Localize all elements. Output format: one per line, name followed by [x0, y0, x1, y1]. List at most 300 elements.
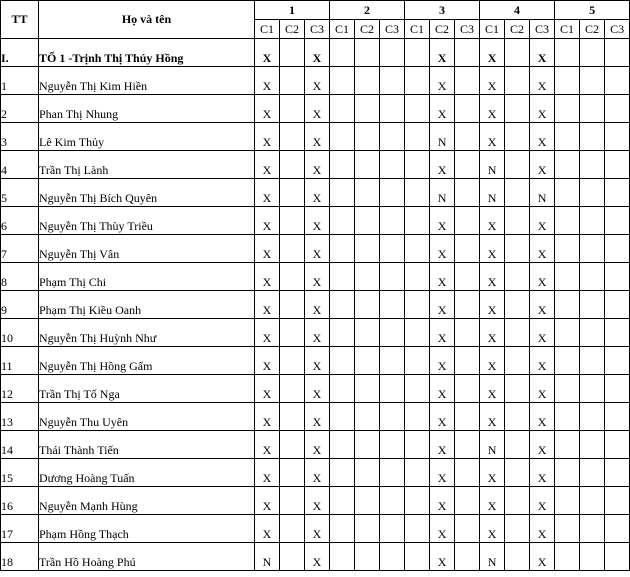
mark-cell: [280, 95, 305, 123]
header-sub-g4-c3: C3: [530, 20, 555, 39]
mark-cell: X: [255, 235, 280, 263]
mark-cell: [355, 403, 380, 431]
mark-cell: [605, 459, 630, 487]
mark-cell: [555, 487, 580, 515]
mark-cell: [355, 39, 380, 67]
mark-cell: X: [255, 375, 280, 403]
mark-cell: X: [255, 179, 280, 207]
mark-cell: X: [530, 207, 555, 235]
row-number: 7: [1, 235, 39, 263]
mark-cell: [405, 123, 430, 151]
mark-cell: [580, 235, 605, 263]
mark-cell: [580, 515, 605, 543]
mark-cell: [555, 515, 580, 543]
header-sub-g3-c2: C2: [430, 20, 455, 39]
mark-cell: [380, 263, 405, 291]
mark-cell: [355, 151, 380, 179]
row-number: 9: [1, 291, 39, 319]
mark-cell: [405, 39, 430, 67]
mark-cell: [580, 347, 605, 375]
mark-cell: X: [255, 291, 280, 319]
mark-cell: X: [255, 459, 280, 487]
row-number: 17: [1, 515, 39, 543]
mark-cell: [380, 123, 405, 151]
row-name: Nguyễn Thu Uyên: [39, 403, 255, 431]
row-name: Nguyễn Thị Huỳnh Như: [39, 319, 255, 347]
mark-cell: [280, 67, 305, 95]
mark-cell: X: [305, 403, 330, 431]
mark-cell: [505, 347, 530, 375]
mark-cell: X: [305, 431, 330, 459]
table-row: [1, 431, 630, 459]
header-sub-g4-c2: C2: [505, 20, 530, 39]
mark-cell: [580, 179, 605, 207]
row-name: Nguyễn Mạnh Hùng: [39, 487, 255, 515]
mark-cell: [455, 515, 480, 543]
header-sub-g3-c1: C1: [405, 20, 430, 39]
mark-cell: [455, 151, 480, 179]
header-tt: TT: [1, 1, 39, 39]
mark-cell: [605, 179, 630, 207]
mark-cell: [280, 263, 305, 291]
mark-cell: [555, 319, 580, 347]
mark-cell: X: [305, 39, 330, 67]
row-number: 16: [1, 487, 39, 515]
header-sub-g3-c3: C3: [455, 20, 480, 39]
mark-cell: [330, 375, 355, 403]
mark-cell: [555, 263, 580, 291]
mark-cell: [280, 347, 305, 375]
mark-cell: [455, 67, 480, 95]
mark-cell: [580, 291, 605, 319]
mark-cell: [455, 39, 480, 67]
mark-cell: [380, 431, 405, 459]
header-sub-g5-c1: C1: [555, 20, 580, 39]
mark-cell: [455, 319, 480, 347]
mark-cell: [455, 123, 480, 151]
mark-cell: [505, 515, 530, 543]
mark-cell: [580, 67, 605, 95]
mark-cell: X: [530, 263, 555, 291]
header-sub-g5-c2: C2: [580, 20, 605, 39]
mark-cell: [455, 459, 480, 487]
row-number: 13: [1, 403, 39, 431]
mark-cell: [380, 179, 405, 207]
mark-cell: [280, 403, 305, 431]
mark-cell: [605, 123, 630, 151]
mark-cell: [280, 179, 305, 207]
mark-cell: X: [530, 487, 555, 515]
mark-cell: [455, 291, 480, 319]
mark-cell: X: [305, 515, 330, 543]
mark-cell: [355, 487, 380, 515]
mark-cell: X: [530, 39, 555, 67]
mark-cell: [505, 375, 530, 403]
mark-cell: [355, 291, 380, 319]
row-name: Trần Thị Tố Nga: [39, 375, 255, 403]
mark-cell: [280, 39, 305, 67]
mark-cell: [505, 123, 530, 151]
mark-cell: X: [305, 207, 330, 235]
mark-cell: X: [530, 375, 555, 403]
mark-cell: [405, 179, 430, 207]
header-group-4: 4: [480, 1, 555, 20]
row-name: Thái Thành Tiến: [39, 431, 255, 459]
mark-cell: [580, 39, 605, 67]
mark-cell: [355, 263, 380, 291]
table-row: [1, 459, 630, 487]
mark-cell: N: [480, 151, 505, 179]
mark-cell: [505, 291, 530, 319]
mark-cell: X: [530, 515, 555, 543]
mark-cell: [580, 95, 605, 123]
row-name: Phạm Thị Chi: [39, 263, 255, 291]
table-row: [1, 291, 630, 319]
row-number: 4: [1, 151, 39, 179]
mark-cell: X: [255, 67, 280, 95]
mark-cell: [455, 179, 480, 207]
mark-cell: X: [530, 347, 555, 375]
mark-cell: [405, 207, 430, 235]
header-sub-g5-c3: C3: [605, 20, 630, 39]
mark-cell: [330, 403, 355, 431]
mark-cell: [280, 123, 305, 151]
mark-cell: [505, 459, 530, 487]
mark-cell: [505, 487, 530, 515]
table-row: [1, 375, 630, 403]
mark-cell: [355, 375, 380, 403]
mark-cell: [380, 515, 405, 543]
mark-cell: X: [255, 151, 280, 179]
mark-cell: X: [430, 207, 455, 235]
mark-cell: X: [255, 39, 280, 67]
mark-cell: [405, 375, 430, 403]
mark-cell: [355, 123, 380, 151]
mark-cell: X: [255, 319, 280, 347]
mark-cell: [505, 67, 530, 95]
mark-cell: [330, 179, 355, 207]
mark-cell: [380, 403, 405, 431]
mark-cell: [505, 543, 530, 571]
row-name: Lê Kim Thủy: [39, 123, 255, 151]
mark-cell: X: [255, 207, 280, 235]
row-number: 10: [1, 319, 39, 347]
mark-cell: [555, 235, 580, 263]
mark-cell: X: [530, 291, 555, 319]
mark-cell: [280, 487, 305, 515]
mark-cell: [405, 487, 430, 515]
mark-cell: [455, 543, 480, 571]
mark-cell: X: [255, 487, 280, 515]
row-name: Phạm Hồng Thạch: [39, 515, 255, 543]
mark-cell: [505, 95, 530, 123]
mark-cell: X: [430, 319, 455, 347]
mark-cell: [280, 543, 305, 571]
row-name: Nguyễn Thị Kim Hiền: [39, 67, 255, 95]
mark-cell: [555, 207, 580, 235]
mark-cell: [355, 459, 380, 487]
mark-cell: [380, 67, 405, 95]
mark-cell: X: [480, 291, 505, 319]
table-row: [1, 179, 630, 207]
table-row: [1, 207, 630, 235]
mark-cell: [330, 459, 355, 487]
mark-cell: [580, 487, 605, 515]
mark-cell: X: [430, 543, 455, 571]
mark-cell: [330, 431, 355, 459]
mark-cell: X: [305, 123, 330, 151]
header-group-5: 5: [555, 1, 630, 20]
row-number: 2: [1, 95, 39, 123]
mark-cell: [605, 235, 630, 263]
table-row: [1, 123, 630, 151]
mark-cell: [280, 375, 305, 403]
row-number: I.: [1, 39, 39, 67]
header-row-groups: [1, 1, 630, 20]
mark-cell: [555, 39, 580, 67]
mark-cell: [505, 403, 530, 431]
mark-cell: X: [430, 431, 455, 459]
mark-cell: X: [430, 347, 455, 375]
mark-cell: [355, 319, 380, 347]
mark-cell: [380, 39, 405, 67]
mark-cell: [380, 291, 405, 319]
mark-cell: [605, 151, 630, 179]
mark-cell: X: [255, 95, 280, 123]
mark-cell: [555, 67, 580, 95]
mark-cell: [380, 459, 405, 487]
mark-cell: [380, 95, 405, 123]
mark-cell: X: [530, 431, 555, 459]
mark-cell: X: [480, 459, 505, 487]
mark-cell: [605, 67, 630, 95]
mark-cell: [580, 459, 605, 487]
mark-cell: [580, 403, 605, 431]
mark-cell: X: [480, 123, 505, 151]
mark-cell: X: [480, 263, 505, 291]
header-group-2: 2: [330, 1, 405, 20]
mark-cell: [280, 459, 305, 487]
mark-cell: X: [480, 375, 505, 403]
mark-cell: N: [255, 543, 280, 571]
mark-cell: X: [480, 515, 505, 543]
mark-cell: X: [430, 263, 455, 291]
table-row: [1, 515, 630, 543]
mark-cell: [380, 151, 405, 179]
mark-cell: [405, 95, 430, 123]
mark-cell: [605, 347, 630, 375]
mark-cell: X: [255, 123, 280, 151]
mark-cell: X: [305, 151, 330, 179]
mark-cell: [555, 543, 580, 571]
mark-cell: X: [480, 235, 505, 263]
mark-cell: X: [430, 291, 455, 319]
mark-cell: [580, 151, 605, 179]
mark-cell: [330, 487, 355, 515]
mark-cell: [405, 263, 430, 291]
mark-cell: X: [305, 319, 330, 347]
mark-cell: [455, 235, 480, 263]
header-group-1: 1: [255, 1, 330, 20]
row-number: 15: [1, 459, 39, 487]
mark-cell: [455, 487, 480, 515]
mark-cell: X: [480, 207, 505, 235]
mark-cell: [355, 179, 380, 207]
mark-cell: [405, 67, 430, 95]
header-sub-g2-c1: C1: [330, 20, 355, 39]
mark-cell: X: [305, 235, 330, 263]
row-name: Nguyễn Thị Hồng Gấm: [39, 347, 255, 375]
mark-cell: [355, 347, 380, 375]
table-row: [1, 319, 630, 347]
mark-cell: [555, 403, 580, 431]
mark-cell: X: [430, 403, 455, 431]
mark-cell: [330, 319, 355, 347]
mark-cell: [355, 207, 380, 235]
row-number: 18: [1, 543, 39, 571]
mark-cell: [580, 431, 605, 459]
table-row: [1, 487, 630, 515]
mark-cell: X: [480, 347, 505, 375]
mark-cell: [330, 95, 355, 123]
mark-cell: [605, 487, 630, 515]
mark-cell: X: [430, 515, 455, 543]
mark-cell: X: [305, 291, 330, 319]
mark-cell: X: [305, 375, 330, 403]
mark-cell: X: [530, 403, 555, 431]
mark-cell: X: [480, 319, 505, 347]
table-row: [1, 263, 630, 291]
header-sub-g2-c2: C2: [355, 20, 380, 39]
row-name: Dương Hoàng Tuấn: [39, 459, 255, 487]
mark-cell: X: [305, 95, 330, 123]
mark-cell: [330, 543, 355, 571]
mark-cell: X: [255, 431, 280, 459]
mark-cell: [555, 347, 580, 375]
mark-cell: X: [430, 459, 455, 487]
header-sub-g1-c1: C1: [255, 20, 280, 39]
mark-cell: X: [530, 151, 555, 179]
row-name: TỔ 1 -Trịnh Thị Thúy Hồng: [39, 39, 255, 67]
mark-cell: [605, 543, 630, 571]
mark-cell: [505, 319, 530, 347]
mark-cell: [405, 403, 430, 431]
mark-cell: [355, 67, 380, 95]
group-row: [1, 39, 630, 67]
mark-cell: X: [430, 375, 455, 403]
mark-cell: [555, 375, 580, 403]
mark-cell: N: [430, 179, 455, 207]
mark-cell: X: [480, 39, 505, 67]
mark-cell: [555, 291, 580, 319]
mark-cell: X: [530, 123, 555, 151]
mark-cell: [380, 347, 405, 375]
row-name: Phan Thị Nhung: [39, 95, 255, 123]
mark-cell: X: [530, 235, 555, 263]
mark-cell: [505, 263, 530, 291]
mark-cell: [380, 207, 405, 235]
mark-cell: X: [255, 515, 280, 543]
mark-cell: X: [530, 95, 555, 123]
mark-cell: [555, 123, 580, 151]
row-number: 6: [1, 207, 39, 235]
mark-cell: [455, 403, 480, 431]
mark-cell: [330, 263, 355, 291]
table-row: [1, 67, 630, 95]
row-number: 3: [1, 123, 39, 151]
table-row: [1, 403, 630, 431]
mark-cell: [280, 515, 305, 543]
row-name: Phạm Thị Kiều Oanh: [39, 291, 255, 319]
row-number: 11: [1, 347, 39, 375]
table-row: [1, 235, 630, 263]
mark-cell: [505, 179, 530, 207]
mark-cell: X: [305, 487, 330, 515]
mark-cell: [380, 375, 405, 403]
mark-cell: X: [480, 487, 505, 515]
table-row: [1, 151, 630, 179]
mark-cell: [380, 543, 405, 571]
header-group-3: 3: [405, 1, 480, 20]
mark-cell: [405, 515, 430, 543]
mark-cell: [405, 291, 430, 319]
mark-cell: [280, 431, 305, 459]
mark-cell: [455, 207, 480, 235]
mark-cell: [605, 39, 630, 67]
mark-cell: X: [430, 235, 455, 263]
header-sub-g4-c1: C1: [480, 20, 505, 39]
mark-cell: [355, 235, 380, 263]
mark-cell: [355, 95, 380, 123]
row-number: 8: [1, 263, 39, 291]
mark-cell: X: [530, 543, 555, 571]
mark-cell: [580, 319, 605, 347]
mark-cell: [455, 375, 480, 403]
row-number: 12: [1, 375, 39, 403]
mark-cell: [580, 123, 605, 151]
mark-cell: X: [530, 459, 555, 487]
mark-cell: [555, 151, 580, 179]
mark-cell: [605, 291, 630, 319]
mark-cell: [580, 207, 605, 235]
mark-cell: X: [305, 347, 330, 375]
mark-cell: [405, 459, 430, 487]
mark-cell: [380, 319, 405, 347]
mark-cell: [505, 207, 530, 235]
mark-cell: N: [480, 431, 505, 459]
mark-cell: [405, 235, 430, 263]
mark-cell: [455, 347, 480, 375]
mark-cell: [555, 431, 580, 459]
mark-cell: [330, 347, 355, 375]
mark-cell: [355, 543, 380, 571]
mark-cell: [505, 151, 530, 179]
row-number: 14: [1, 431, 39, 459]
mark-cell: [405, 543, 430, 571]
mark-cell: [330, 39, 355, 67]
mark-cell: [330, 67, 355, 95]
mark-cell: [455, 431, 480, 459]
mark-cell: [405, 431, 430, 459]
mark-cell: [405, 151, 430, 179]
mark-cell: X: [430, 95, 455, 123]
mark-cell: [605, 375, 630, 403]
mark-cell: [505, 431, 530, 459]
mark-cell: [405, 319, 430, 347]
mark-cell: [580, 263, 605, 291]
mark-cell: [330, 515, 355, 543]
header-sub-g1-c3: C3: [305, 20, 330, 39]
